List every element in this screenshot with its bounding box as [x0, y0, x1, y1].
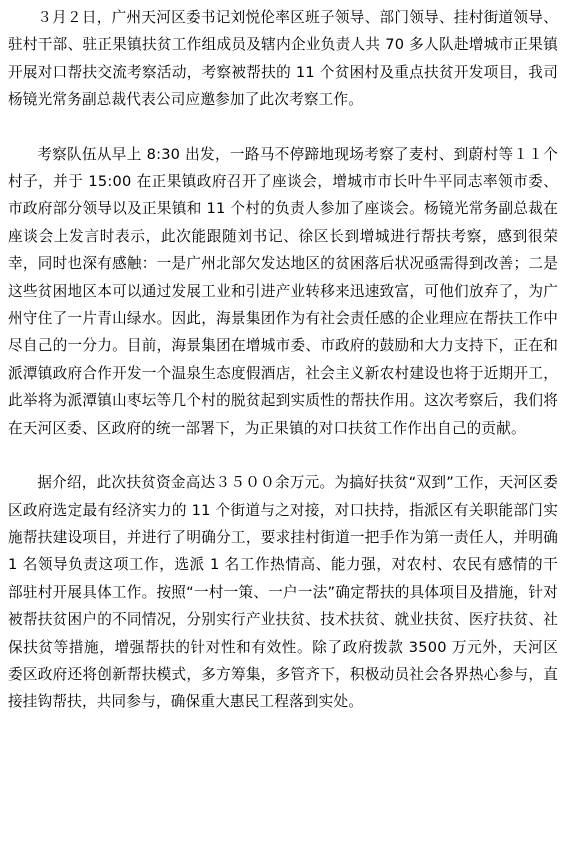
paragraph-1: ３月２日，广州天河区委书记刘悦伦率区班子领导、部门领导、挂村街道领导、驻村干部、驻正果镇扶贫工作组成员及辖内企业负责人共 70 多人队赴增城市正果镇开展对口帮扶交流考察活动，考察被帮扶的 11 个贫困村及重点扶贫开发项目，我司杨镜光常务副总裁代表公司应邀参加了此次考察工作。	[8, 9, 558, 109]
paragraph-3: 据介绍，此次扶贫资金高达３５００余万元。为搞好扶贫“双到”工作，天河区委区政府选定最有经济实力的 11 个街道与之对接，对口扶持，指派区有关职能部门实施帮扶建设项目，并进行了明确分工，要求挂村街道一把手作为第一责任人，并明确 1 名领导负责这项工作，选派 1 名工作热情高、能力强，对农村、农民有感情的干部驻村开展具体工作。按照“一村一策、一户一法”确定帮扶的具体项目及措施，针对被帮扶贫困户的不同情况，分别实行产业扶贫、技术扶贫、就业扶贫、医疗扶贫、社保扶贫等措施，增强帮扶的针对性和有效性。除了政府拨款 3500 万元外，天河区委区政府还将创新帮扶模式，多方筹集，多管齐下，积极动员社会各界热心参与，直接挂钩帮扶，共同参与，确保重大惠民工程落到实处。	[8, 474, 558, 711]
paragraph-2: 考察队伍从早上 8:30 出发，一路马不停蹄地现场考察了麦村、到蔚村等１１个村子，并于 15:00 在正果镇政府召开了座谈会，增城市市长叶牛平同志率领市委、市政府部分领导以及正果镇和 11 个村的负责人参加了座谈会。杨镜光常务副总裁在座谈会上发言时表示，此次能跟随刘书记、徐区长到增城进行帮扶考察，感到很荣幸，同时也深有感触：一是广州北部欠发达地区的贫困落后状况亟需得到改善；二是这些贫困地区本可以通过发展工业和引进产业转移来迅速致富，可他们放弃了，为广州守住了一片青山绿水。因此，海景集团作为有社会责任感的企业理应在帮扶工作中尽自己的一分力。目前，海景集团在增城市委、市政府的鼓励和大力支持下，正在和派潭镇政府合作开发一个温泉生态度假酒店，社会主义新农村建设也将于近期开工，此举将为派潭镇山枣坛等几个村的脱贫起到实质性的帮扶作用。这次考察后，我们将在天河区委、区政府的统一部署下，为正果镇的对口扶贫工作作出自己的贡献。	[8, 145, 558, 437]
